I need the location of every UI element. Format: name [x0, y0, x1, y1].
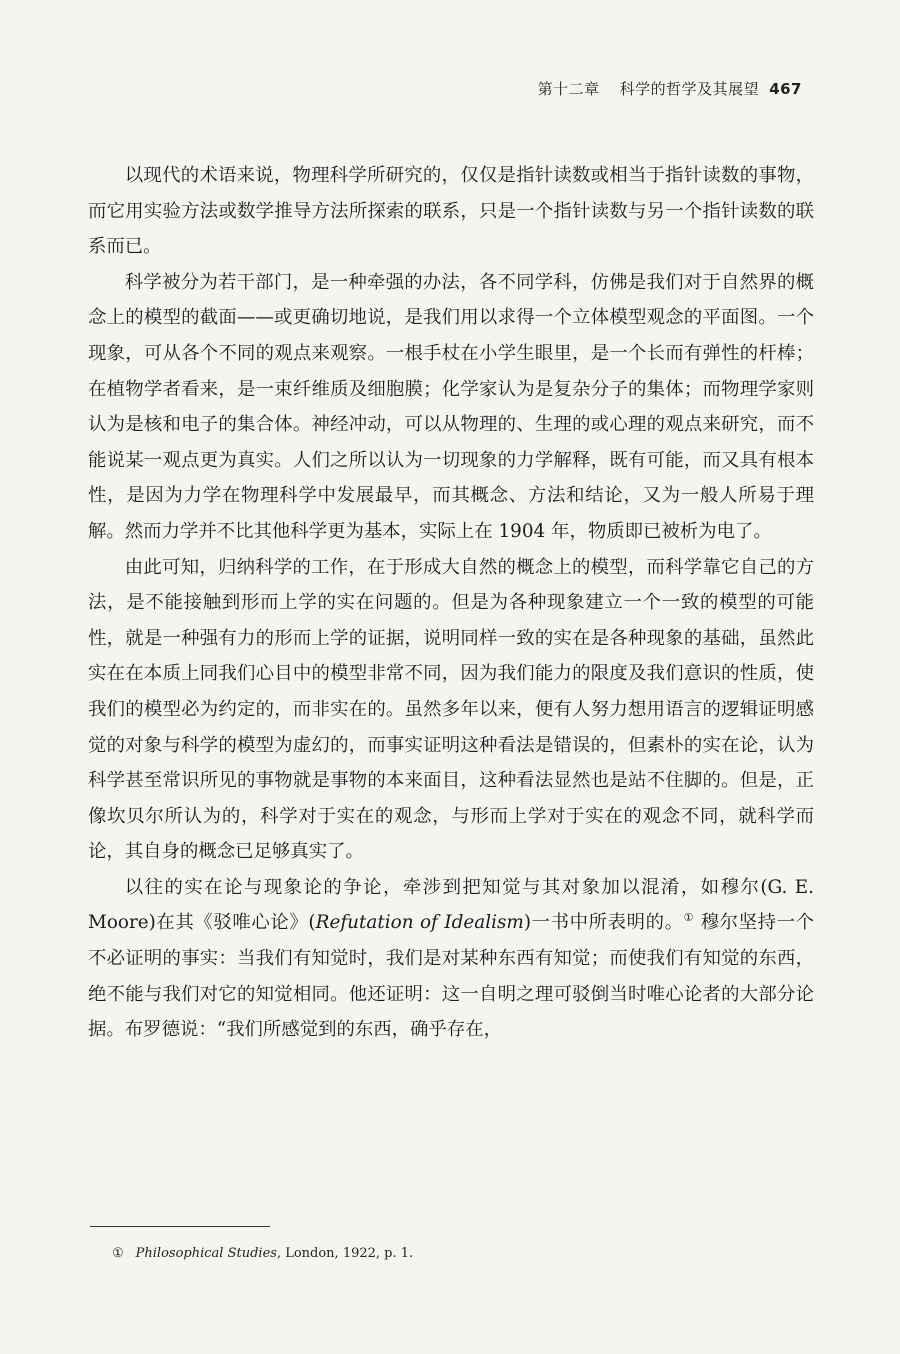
- footnote-divider: [90, 1226, 270, 1227]
- italic-book-title: Refutation of Idealism: [315, 912, 524, 934]
- paragraph-3: 由此可知，归纳科学的工作，在于形成大自然的概念上的模型，而科学靠它自己的方法，是不能接触到形而上学的实在问题的。但是为各种现象建立一个一致的模型的可能性，就是一种强有力的形而上学的证据，说明同样一致的实在是各种现象的基础，虽然此实在在本质上同我们心目中的模型非常不同，因为我们能力的限度及我们意识的性质，使我们的模型必为约定的，而非实在的。虽然多年以来，便有人努力想用语言的逻辑证明感觉的对象与科学的模型为虚幻的，而事实证明这种看法是错误的，但素朴的实在论，认为科学甚至常识所见的事物就是事物的本来面目，这种看法显然也是站不住脚的。但是，正像坎贝尔所认为的，科学对于实在的观念，与形而上学对于实在的观念不同，就科学而论，其自身的概念已足够真实了。: [88, 556, 814, 863]
- paragraph-1: 以现代的术语来说，物理科学所研究的，仅仅是指针读数或相当于指针读数的事物，而它用实验方法或数学推导方法所探索的联系，只是一个指针读数与另一个指针读数的联系而已。: [88, 165, 814, 258]
- running-header: [538, 78, 802, 99]
- paragraph-2: 科学被分为若干部门，是一种牵强的办法，各不同学科，仿佛是我们对于自然界的概念上的模型的截面——或更确切地说，是我们用以求得一个立体模型观念的平面图。一个现象，可从各个不同的观点来观察。一根手杖在小学生眼里，是一个长而有弹性的杆棒；在植物学者看来，是一束纤维质及细胞膜；化学家认为是复杂分子的集体；而物理学家则认为是核和电子的集合体。神经冲动，可以从物理的、生理的或心理的观点来研究，而不能说某一观点更为真实。人们之所以认为一切现象的力学解释，既有可能，而又具有根本性，是因为力学在物理科学中发展最早，而其概念、方法和结论，又为一般人所易于理解。然而力学并不比其他科学更为基本，实际上在 1904 年，物质即已被析为电了。: [88, 271, 814, 542]
- body-text: [88, 158, 814, 1048]
- footnote-source-details: , London, 1922, p. 1.: [276, 1246, 414, 1261]
- paragraph-4: [88, 870, 814, 1048]
- chapter-title: 科学的哲学及其展望: [619, 80, 760, 98]
- chapter-number: 第十二章: [537, 80, 600, 98]
- footnote-mark: ①: [112, 1246, 124, 1261]
- footnote: [112, 1246, 413, 1261]
- footnote-reference[interactable]: ①: [683, 911, 695, 925]
- paragraph-4-part-3: 穆尔坚持一个不必证明的事实：当我们有知觉时，我们是对某种东西有知觉；而使我们有知觉的东西，绝不能与我们对它的知觉相同。他还证明：这一自明之理可驳倒当时唯心论者的大部分论据。布罗德说：“我们所感觉到的东西，确乎存在，: [88, 912, 814, 1041]
- page-number: 467: [769, 80, 802, 98]
- paragraph-4-part-2: )一书中所表明的。: [523, 912, 684, 934]
- footnote-source-title: Philosophical Studies: [135, 1246, 277, 1261]
- paragraph-4-part-1: 以往的实在论与现象论的争论，牵涉到把知觉与其对象加以混淆，如穆尔(G. E. Moore)在其《驳唯心论》(: [88, 876, 814, 934]
